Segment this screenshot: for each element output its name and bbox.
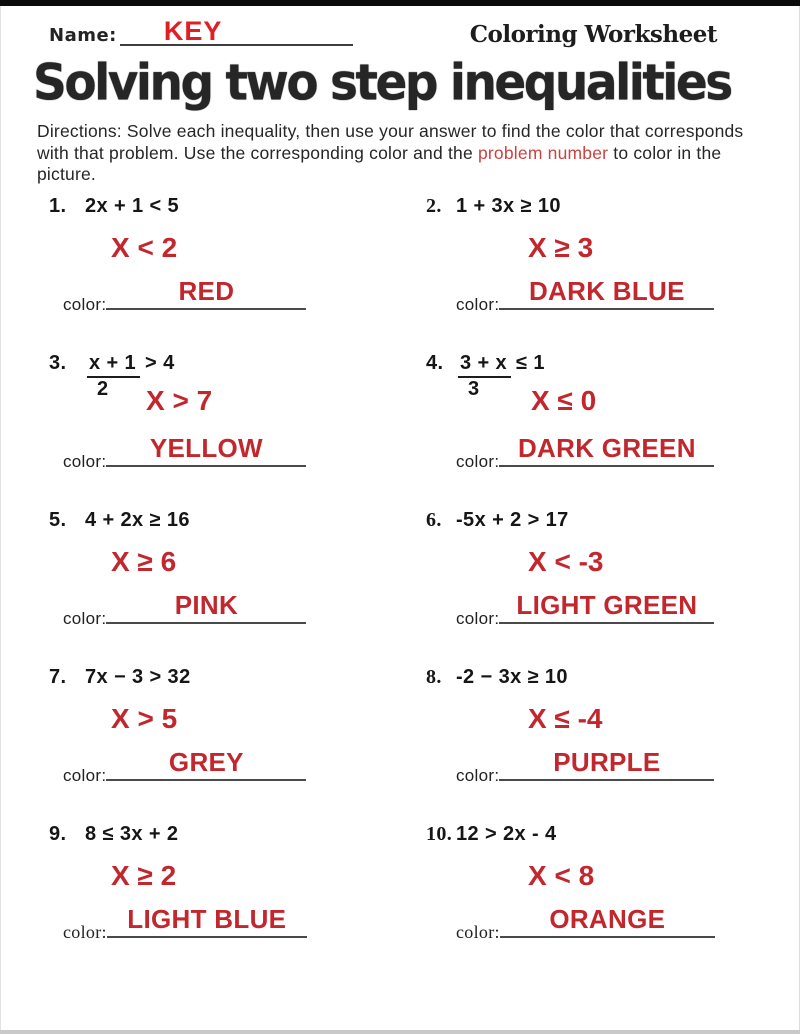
problem-4 xyxy=(401,352,800,509)
color-label: color: xyxy=(456,609,500,628)
problem-statement xyxy=(49,509,401,532)
problem-number: 3. xyxy=(49,352,67,374)
color-blank-line xyxy=(500,904,715,938)
fraction-denominator: 2 xyxy=(97,378,109,400)
color-blank-line xyxy=(106,433,306,467)
color-blank-line xyxy=(106,276,306,310)
problem-row-4 xyxy=(1,666,800,823)
fraction-numerator: x + 1 xyxy=(87,352,140,378)
color-label: color: xyxy=(63,922,107,942)
color-row xyxy=(456,590,800,629)
color-label: color: xyxy=(63,609,107,628)
answer-text: X < 8 xyxy=(528,860,595,891)
color-row xyxy=(63,747,401,786)
problem-1 xyxy=(1,195,401,352)
problem-statement xyxy=(49,823,401,846)
problem-equation: 12 > 2x - 4 xyxy=(456,823,557,845)
answer-text: X ≤ 0 xyxy=(531,385,597,416)
directions-highlight: problem number xyxy=(477,142,609,163)
color-row xyxy=(63,904,401,943)
page-title: Solving two step inequalities xyxy=(33,54,731,113)
problem-equation: 1 + 3x ≥ 10 xyxy=(456,195,561,217)
problem-equation-rest: ≤ 1 xyxy=(516,352,545,374)
problem-number: 10. xyxy=(426,823,453,845)
problem-statement xyxy=(426,823,800,846)
color-row xyxy=(456,904,800,943)
problem-equation: 2x + 1 < 5 xyxy=(85,195,180,217)
color-value: GREY xyxy=(168,747,244,777)
color-row xyxy=(63,433,401,472)
problem-statement xyxy=(426,666,800,689)
answer-text: X < 2 xyxy=(111,232,178,263)
color-blank-line xyxy=(499,590,714,624)
problem-number: 8. xyxy=(426,666,442,688)
color-value: ORANGE xyxy=(549,904,666,934)
color-value: PINK xyxy=(174,590,239,620)
problem-number: 1. xyxy=(49,195,67,217)
color-blank-line xyxy=(499,433,714,467)
page-bottom-edge xyxy=(0,1030,800,1034)
color-label: color: xyxy=(456,766,500,785)
problem-row-2 xyxy=(1,352,800,509)
color-row xyxy=(456,747,800,786)
page-top-edge xyxy=(0,0,800,6)
color-value: LIGHT GREEN xyxy=(516,590,698,620)
color-blank-line xyxy=(106,747,306,781)
directions-before: Directions: Solve each inequality, then use your answer to find the color that corresponds with that problem. Use the corresponding color and the xyxy=(37,121,744,163)
color-value: PURPLE xyxy=(553,747,661,777)
directions-after: to color in the picture. xyxy=(37,142,722,184)
problem-equation: 7x − 3 > 32 xyxy=(85,666,191,688)
problem-number: 5. xyxy=(49,509,67,531)
name-label: Name: xyxy=(49,25,117,46)
problem-number: 6. xyxy=(426,509,442,531)
color-label: color: xyxy=(456,922,500,942)
fraction xyxy=(458,352,511,401)
problem-statement xyxy=(49,195,401,218)
color-label: color: xyxy=(63,766,107,785)
problem-row-3 xyxy=(1,509,800,666)
color-label: color: xyxy=(63,452,107,471)
fraction-numerator: 3 + x xyxy=(458,352,511,378)
fraction xyxy=(87,352,140,401)
directions-text xyxy=(37,121,749,186)
problem-equation: -2 − 3x ≥ 10 xyxy=(456,666,568,688)
color-blank-line xyxy=(499,276,714,310)
problem-equation: 4 + 2x ≥ 16 xyxy=(85,509,190,531)
color-row xyxy=(456,433,800,472)
problem-row-5 xyxy=(1,823,800,980)
problem-statement xyxy=(426,509,800,532)
name-value: KEY xyxy=(163,16,223,46)
answer-text: X ≤ -4 xyxy=(528,703,603,734)
problem-9 xyxy=(1,823,401,980)
problem-number: 9. xyxy=(49,823,67,845)
color-row xyxy=(63,590,401,629)
problem-equation: 8 ≤ 3x + 2 xyxy=(85,823,179,845)
answer-text: X ≥ 3 xyxy=(528,232,594,263)
color-label: color: xyxy=(63,295,107,314)
problem-number: 4. xyxy=(426,352,444,374)
answer-text: X > 5 xyxy=(111,703,178,734)
answer-text: X < -3 xyxy=(528,546,604,577)
color-blank-line xyxy=(106,590,306,624)
color-value: DARK GREEN xyxy=(517,433,696,463)
problem-6 xyxy=(401,509,800,666)
problem-equation-rest: > 4 xyxy=(145,352,175,374)
problem-7 xyxy=(1,666,401,823)
problem-number: 2. xyxy=(426,195,442,217)
color-value: DARK BLUE xyxy=(528,276,685,306)
problem-statement xyxy=(49,666,401,689)
problem-8 xyxy=(401,666,800,823)
answer-text: X > 7 xyxy=(146,385,213,416)
color-blank-line xyxy=(107,904,307,938)
worksheet-type-label: Coloring Worksheet xyxy=(469,21,717,48)
color-value: RED xyxy=(178,276,235,306)
answer-text: X ≥ 6 xyxy=(111,546,177,577)
problem-equation: -5x + 2 > 17 xyxy=(456,509,569,531)
color-row xyxy=(63,276,401,315)
color-value: LIGHT BLUE xyxy=(127,904,287,934)
color-label: color: xyxy=(456,452,500,471)
fraction-denominator: 3 xyxy=(468,378,480,400)
answer-text: X ≥ 2 xyxy=(111,860,177,891)
problem-10 xyxy=(401,823,800,980)
problem-2 xyxy=(401,195,800,352)
color-value: YELLOW xyxy=(149,433,263,463)
problem-number: 7. xyxy=(49,666,67,688)
color-label: color: xyxy=(456,295,500,314)
color-blank-line xyxy=(499,747,714,781)
color-row xyxy=(456,276,800,315)
name-blank-line xyxy=(120,16,353,46)
problem-5 xyxy=(1,509,401,666)
problem-grid xyxy=(1,195,800,980)
problem-row-1 xyxy=(1,195,800,352)
problem-statement xyxy=(426,195,800,218)
problem-3 xyxy=(1,352,401,509)
